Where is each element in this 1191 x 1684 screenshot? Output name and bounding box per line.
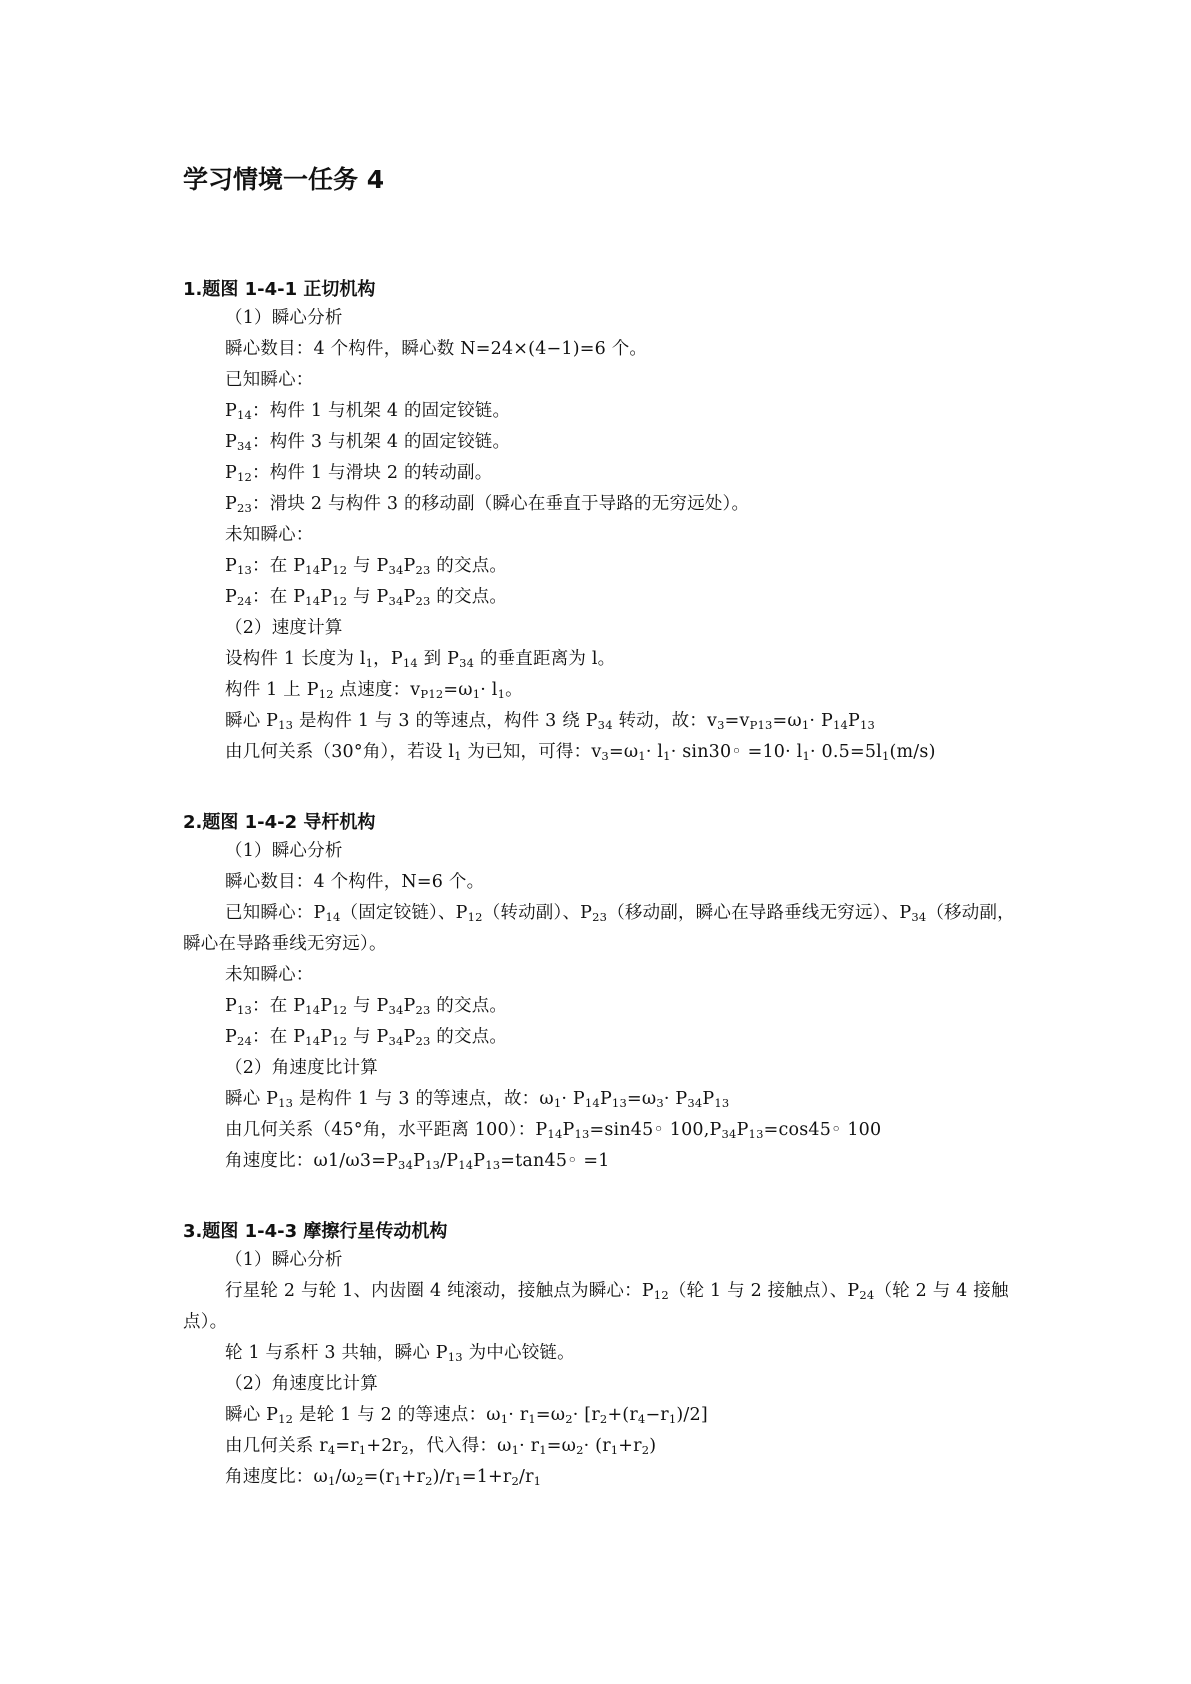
section-2-line: 角速度比：$\omega 1/\omega 3=P_{34}P_{13}/P_{14}P_{13}=\tan 45◦ =1$ [225, 1151, 610, 1172]
section-3-line: 行星轮 2 与轮 1、内齿圈 4 纯滚动，接触点为瞬心：$P_{12}$（轮 1 与 2 接触点）、$P_{24}$（轮 2 与 4 接触点）。 [183, 1281, 1009, 1332]
section-1-heading: 1.题图 1-4-1 正切机构 [183, 279, 376, 300]
section-2-line: 未知瞬心： [225, 965, 314, 985]
section-1-line: 构件 1 上 $P_{12}$ 点速度：$v_{P12}=\omega_1\cdot l_1$。 [225, 680, 523, 701]
section-2-line: 已知瞬心：$P_{14}$（固定铰链）、$P_{12}$（转动副）、$P_{23}$（移动副，瞬心在导路垂线无穷远）、$P_{34}$（移动副，瞬心在导路垂线无穷远）。 [183, 903, 1015, 954]
section-1-line: 未知瞬心： [225, 525, 314, 545]
section-2-line: （2）角速度比计算 [225, 1058, 378, 1078]
section-1-line: 瞬心 $P_{13}$ 是构件 1 与 3 的等速点，构件 3 绕 $P_{34}$ 转动，故：$v_3=v_{P13}=\omega_1\cdot P_{14}P_{13}$ [225, 711, 876, 732]
section-3-line: 轮 1 与系杆 3 共轴，瞬心 $P_{13}$ 为中心铰链。 [225, 1343, 575, 1364]
section-3-line: 由几何关系 $r_4=r_1+2r_2$，代入得：$\omega_1\cdot r_1=\omega_2\cdot (r_1+r_2)$ [225, 1436, 657, 1457]
page-title: 学习情境一任务 4 [183, 165, 385, 194]
section-3-line: （1）瞬心分析 [225, 1250, 343, 1270]
section-1-line: 设构件 1 长度为 $l_1$，$P_{14}$ 到 $P_{34}$ 的垂直距离为 l。 [225, 649, 616, 670]
section-2-line: （1）瞬心分析 [225, 841, 343, 861]
section-1-line: $P_{12}$：构件 1 与滑块 2 的转动副。 [225, 463, 493, 484]
section-1-line: $P_{13}$：在 $P_{14}P_{12}$ 与 $P_{34}P_{23}$ 的交点。 [225, 556, 508, 577]
section-1-line: $P_{24}$：在 $P_{14}P_{12}$ 与 $P_{34}P_{23}$ 的交点。 [225, 587, 508, 608]
section-1-line: $P_{14}$：构件 1 与机架 4 的固定铰链。 [225, 401, 511, 422]
section-2-heading: 2.题图 1-4-2 导杆机构 [183, 812, 376, 833]
section-3-heading: 3.题图 1-4-3 摩擦行星传动机构 [183, 1221, 448, 1242]
section-1-line: 由几何关系（30°角），若设 $l_1$ 为已知，可得：$v_3=\omega_1\cdot l_1\cdot$ sin30◦ $=10\cdot l_1\cdot 0.5=5l_1(m/s)$ [225, 742, 936, 763]
section-2-line: $P_{24}$：在 $P_{14}P_{12}$ 与 $P_{34}P_{23}$ 的交点。 [225, 1027, 508, 1048]
section-1-line: 瞬心数目：4 个构件，瞬心数 N=24×(4−1)=6 个。 [225, 339, 648, 359]
section-2-line: 由几何关系（45°角，水平距离 100）：$P_{14}P_{13}=\sin 45◦$ $100,P_{34}P_{13}=\cos 45◦$ 100 [225, 1120, 882, 1141]
section-2-line: 瞬心数目：4 个构件，N=6 个。 [225, 872, 485, 892]
section-2-line: 瞬心 $P_{13}$ 是构件 1 与 3 的等速点，故：$\omega_1\cdot P_{14}P_{13}=\omega_3\cdot P_{34}P_{13}$ [225, 1089, 730, 1110]
section-1-line: （2）速度计算 [225, 618, 343, 638]
section-1-line: 已知瞬心： [225, 370, 314, 390]
section-2-line: $P_{13}$：在 $P_{14}P_{12}$ 与 $P_{34}P_{23}$ 的交点。 [225, 996, 508, 1017]
section-3-line: 角速度比：$\omega_1/\omega_2=(r_1+r_2)/r_1=1+r_2/r_1$ [225, 1467, 542, 1488]
section-1-line: （1）瞬心分析 [225, 308, 343, 328]
section-3-line: （2）角速度比计算 [225, 1374, 378, 1394]
section-1-line: $P_{34}$：构件 3 与机架 4 的固定铰链。 [225, 432, 511, 453]
section-3-line: 瞬心 $P_{12}$ 是轮 1 与 2 的等速点：$\omega_1\cdot r_1=\omega_2\cdot [r_2+(r_4-r_1)/2]$ [225, 1405, 708, 1426]
section-1-line: $P_{23}$：滑块 2 与构件 3 的移动副（瞬心在垂直于导路的无穷远处）。 [225, 494, 750, 515]
